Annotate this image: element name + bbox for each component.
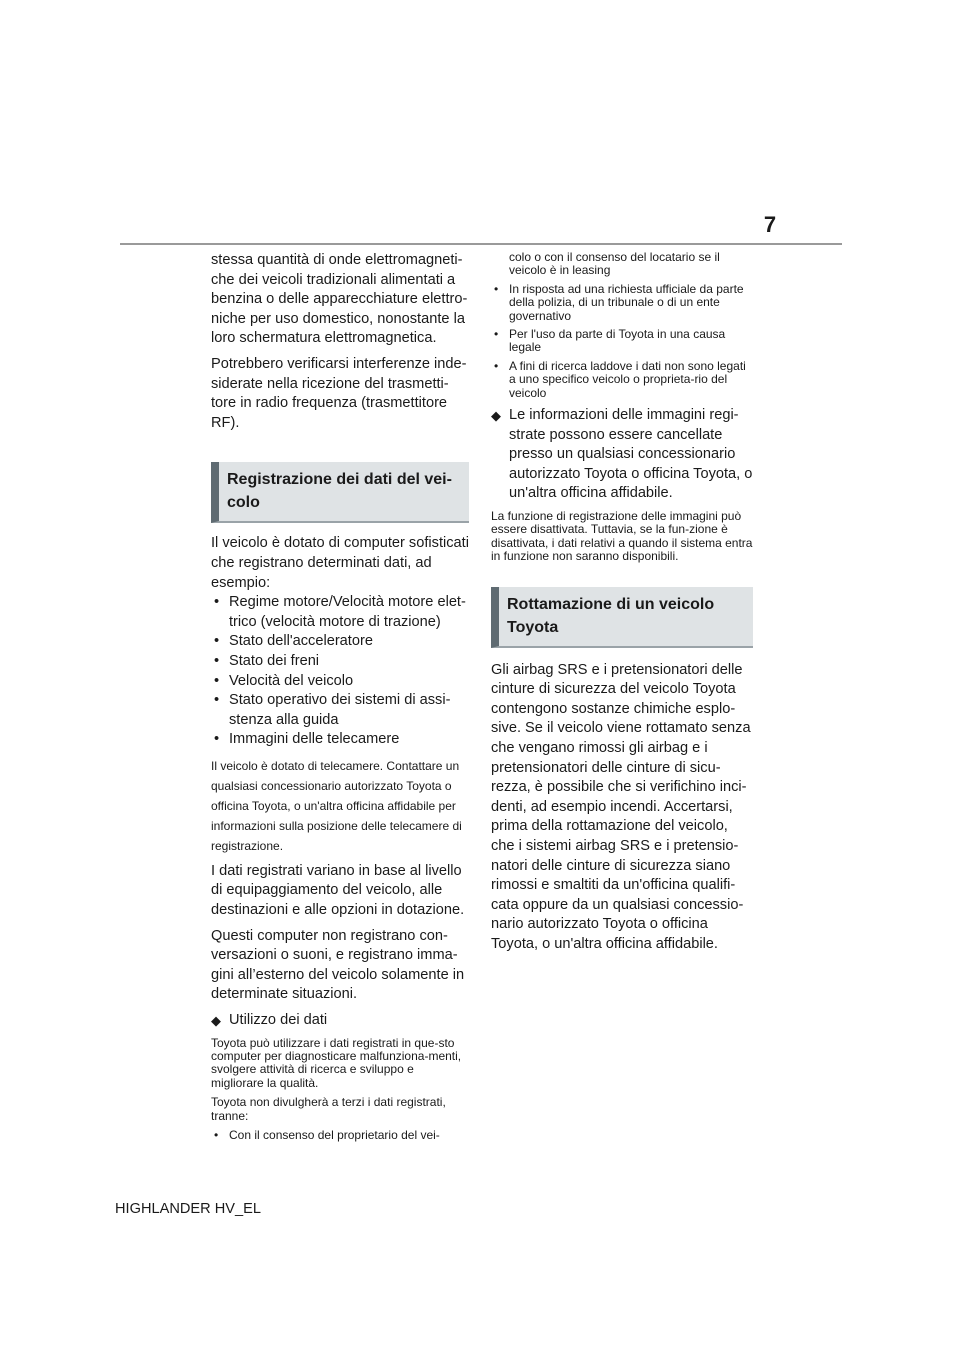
header-rule (120, 243, 842, 245)
list-item: • Immagini delle telecamere (211, 730, 469, 750)
list-item: • Per l'uso da parte di Toyota in una causa legale (491, 328, 753, 355)
section1-paragraph-3: Questi computer non registrano con-versazioni o suoni, e registrano imma-gini all’esterno del veicolo solamente in determinate situazioni. (211, 927, 465, 1003)
camera-note: Il veicolo è dotato di telecamere. Contattare un qualsiasi concessionario autorizzato Toyota o officina Toyota, o un'altra officina affidabile per informazioni sulla posizione delle telecamere di registrazione. (211, 758, 462, 853)
data-usage-note-2: Toyota non divulgherà a terzi i dati registrati, tranne: (211, 1095, 446, 1123)
section1-paragraph-2: I dati registrati variano in base al livello di equipaggiamento del veicolo, alle destinazioni e alle opzioni in dotazione. (211, 862, 465, 919)
data-usage-label: Utilizzo dei dati (229, 1012, 328, 1029)
intro-paragraph-2: Potrebbero verificarsi interferenze inde-siderate nella ricezione del trasmetti-tore in radio frequenza (trasmettitore RF). (211, 355, 467, 431)
image-deletion-text: Le informazioni delle immagini regi-strate possono essere cancellate presso un qualsiasi concessionario autorizzato Toyota o officina Toyota, o un'altra officina affidabile. (509, 407, 753, 502)
recorded-data-list (211, 593, 469, 750)
diamond-bullet-icon: ◆ (491, 408, 501, 424)
disclosure-list (491, 283, 753, 400)
intro-paragraph-1: stessa quantità di onde elettromagneti-che dei veicoli tradizionali alimentati a benzina o delle apparecchiature elettro-niche per uso domestico, nonostante la loro schermatura elettromagnetica. (211, 252, 468, 347)
right-column (491, 251, 753, 961)
image-recording-note: La funzione di registrazione delle immagini può essere disattivata. Tuttavia, se la fun-zione è disattivata, i dati relativi a quando il sistema entra in funzione non saranno disponibili. (491, 509, 753, 564)
list-item: • In risposta ad una richiesta ufficiale da parte della polizia, di un tribunale o di un ente governativo (491, 283, 753, 323)
list-item: • Velocità del veicolo (211, 672, 469, 692)
scrapping-paragraph: Gli airbag SRS e i pretensionatori delle cinture di sicurezza del veicolo Toyota contengono sostanze chimiche esplo-sive. Se il veicolo viene rottamato senza che vengano rimossi gli airbag e i pretensionatori delle cinture di sicu-rezza, è possibile che si verifichino inci-denti, ad esempio incendi. Accertarsi, prima della rottamazione del veicolo, che i sistemi airbag SRS e i pretensio-natori delle cinture di sicurezza siano rimossi e smaltiti da un'officina qualifi-cata oppure da un qualsiasi concessio-nario autorizzato Toyota o officina Toyota, o un'altra officina affidabile. (491, 661, 751, 952)
list-item: • Con il consenso del proprietario del vei- (211, 1129, 469, 1142)
image-deletion-heading (491, 406, 753, 504)
list-item-continuation: colo o con il consenso del locatario se il veicolo è in leasing (509, 250, 720, 278)
diamond-bullet-icon: ◆ (211, 1013, 221, 1029)
footer-model-code: HIGHLANDER HV_EL (115, 1201, 261, 1217)
list-item: • Stato dei freni (211, 652, 469, 672)
list-item: • A fini di ricerca laddove i dati non sono legati a uno specifico veicolo o proprieta-rio del veicolo (491, 360, 753, 400)
section-heading-scrapping: Rottamazione di un veicolo Toyota (491, 587, 753, 648)
disclosure-list-start (211, 1129, 469, 1142)
section-heading-vehicle-data: Registrazione dei dati del vei-colo (211, 462, 469, 523)
left-column (211, 251, 469, 1148)
section1-paragraph-1: Il veicolo è dotato di computer sofisticati che registrano determinati dati, ad esempio: (211, 535, 469, 591)
data-usage-heading (211, 1011, 469, 1031)
page-number: 7 (763, 212, 777, 237)
list-item: • Regime motore/Velocità motore elet-trico (velocità motore di trazione) (211, 593, 469, 632)
list-item: • Stato operativo dei sistemi di assi-stenza alla guida (211, 691, 469, 730)
list-item: • Stato dell'acceleratore (211, 632, 469, 652)
data-usage-note-1: Toyota può utilizzare i dati registrati in que-sto computer per diagnosticare malfunziona-menti, svolgere attività di ricerca e sviluppo e migliorare la qualità. (211, 1035, 462, 1090)
